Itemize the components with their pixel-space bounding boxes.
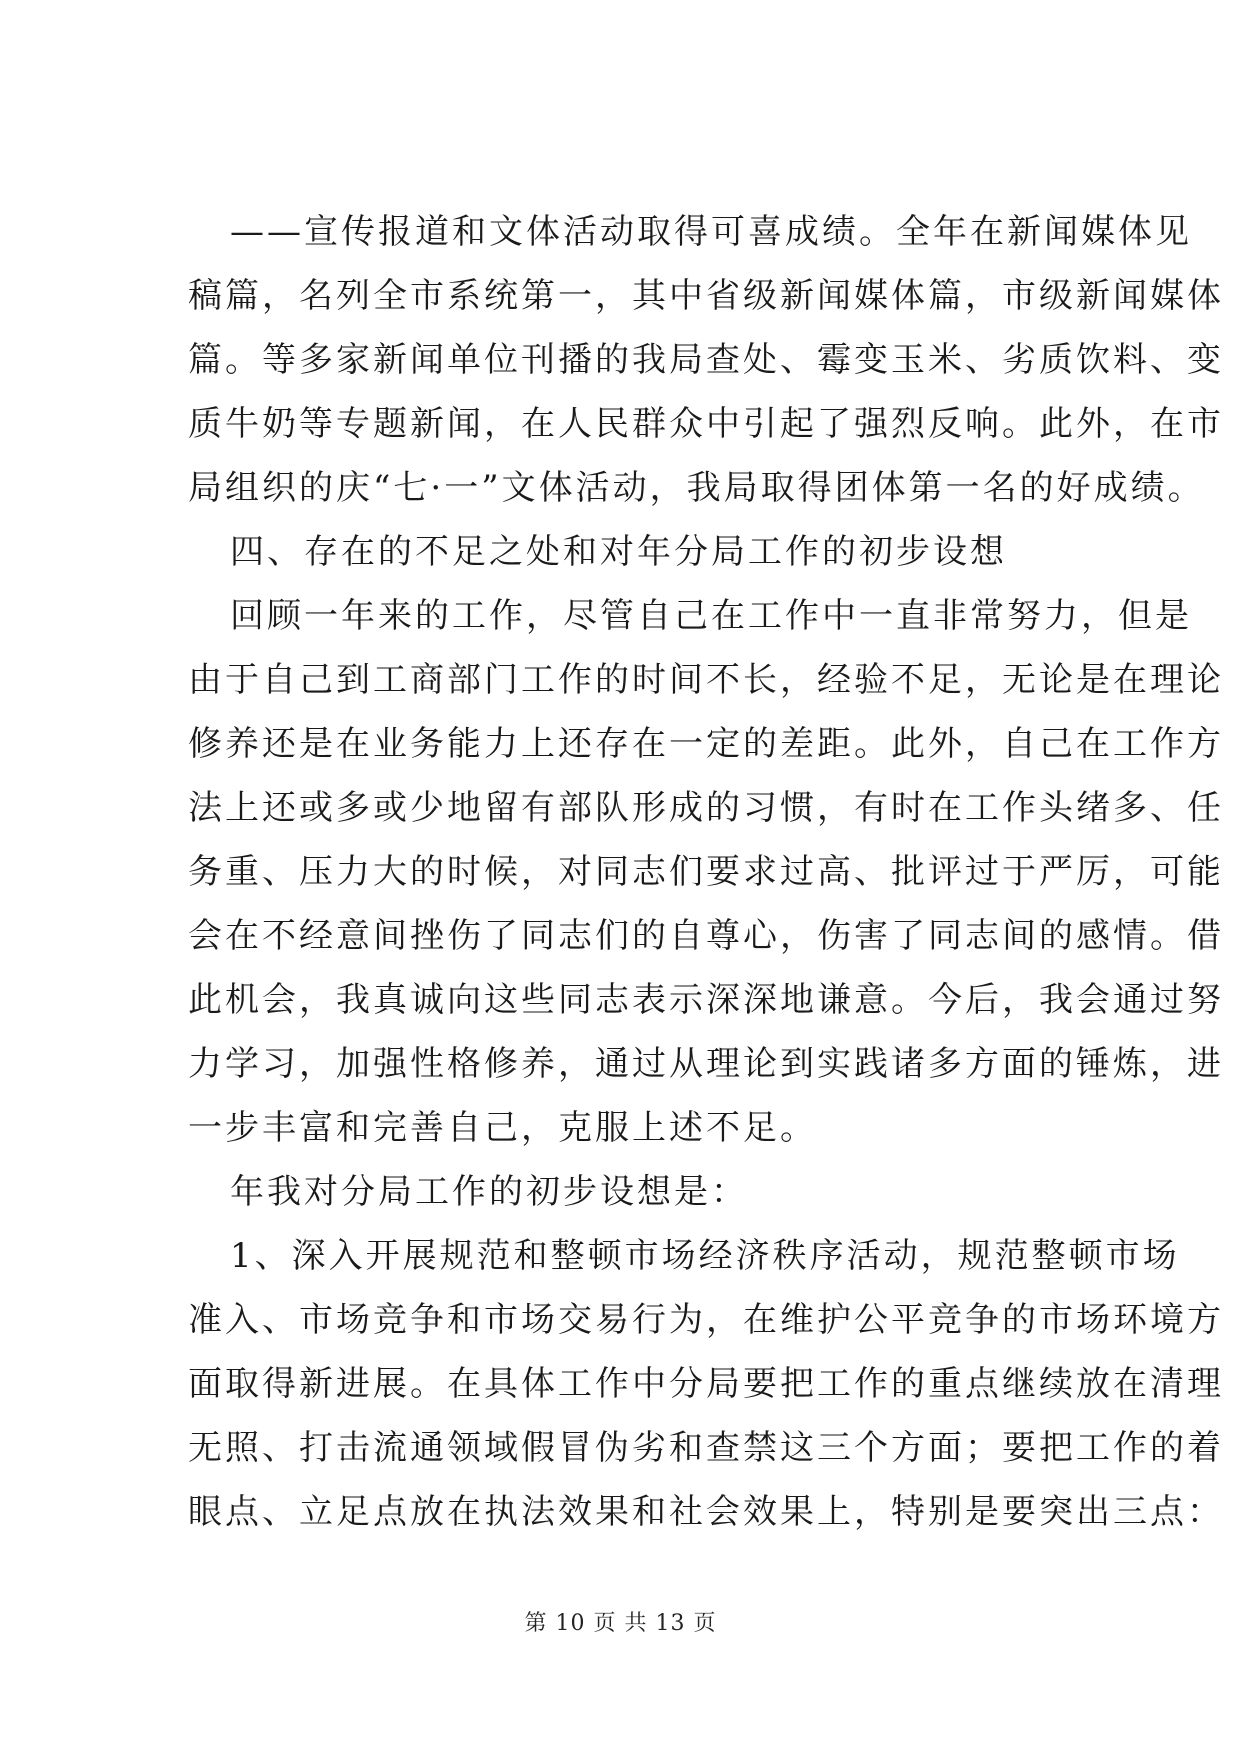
- paragraph-line: ——宣传报道和文体活动取得可喜成绩。全年在新闻媒体见: [230, 212, 1192, 252]
- paragraph-line: 无照、打击流通领域假冒伪劣和查禁这三个方面；要把工作的着: [188, 1428, 1224, 1468]
- paragraph-line: 力学习，加强性格修养，通过从理论到实践诸多方面的锤炼，进: [188, 1044, 1224, 1084]
- paragraph-line: 稿篇，名列全市系统第一，其中省级新闻媒体篇，市级新闻媒体: [188, 276, 1224, 316]
- paragraph-line: 局组织的庆“七·一”文体活动，我局取得团体第一名的好成绩。: [188, 468, 1205, 508]
- paragraph-line: 会在不经意间挫伤了同志们的自尊心，伤害了同志间的感情。借: [188, 916, 1224, 956]
- paragraph-line: 务重、压力大的时候，对同志们要求过高、批评过于严厉，可能: [188, 852, 1224, 892]
- paragraph-line: 年我对分局工作的初步设想是：: [230, 1172, 748, 1212]
- paragraph-line: 回顾一年来的工作，尽管自己在工作中一直非常努力，但是: [230, 596, 1192, 636]
- paragraph-line: 由于自己到工商部门工作的时间不长，经验不足，无论是在理论: [188, 660, 1224, 700]
- paragraph-line: 篇。等多家新闻单位刊播的我局查处、霉变玉米、劣质饮料、变: [188, 340, 1224, 380]
- paragraph-line: 1、深入开展规范和整顿市场经济秩序活动，规范整顿市场: [230, 1236, 1180, 1276]
- paragraph-line: 修养还是在业务能力上还存在一定的差距。此外，自己在工作方: [188, 724, 1224, 764]
- paragraph-line: 眼点、立足点放在执法效果和社会效果上，特别是要突出三点：: [188, 1492, 1224, 1532]
- paragraph-line: 面取得新进展。在具体工作中分局要把工作的重点继续放在清理: [188, 1364, 1224, 1404]
- paragraph-line: 准入、市场竞争和市场交易行为，在维护公平竞争的市场环境方: [188, 1300, 1224, 1340]
- body-text: [188, 200, 1224, 1544]
- section-heading: 四、存在的不足之处和对年分局工作的初步设想: [230, 532, 1007, 572]
- paragraph-line: 一步丰富和完善自己，克服上述不足。: [188, 1108, 817, 1148]
- paragraph-line: 质牛奶等专题新闻，在人民群众中引起了强烈反响。此外，在市: [188, 404, 1224, 444]
- paragraph-line: 此机会，我真诚向这些同志表示深深地谦意。今后，我会通过努: [188, 980, 1224, 1020]
- page-number-footer: 第 10 页 共 13 页: [524, 1611, 717, 1636]
- paragraph-line: 法上还或多或少地留有部队形成的习惯，有时在工作头绪多、任: [188, 788, 1224, 828]
